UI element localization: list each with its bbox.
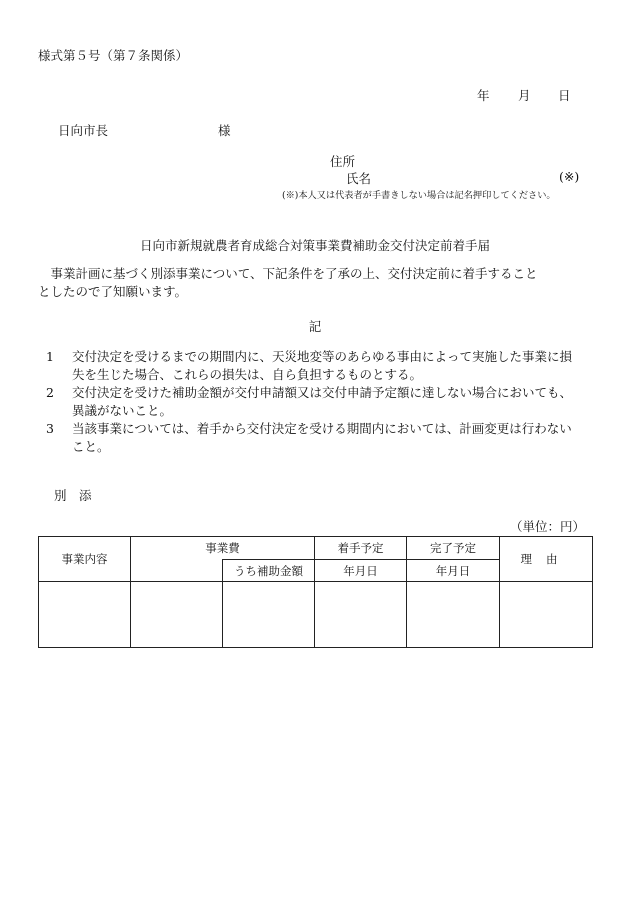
attachment-label: 別 添 xyxy=(54,488,92,503)
intro-paragraph xyxy=(38,265,598,301)
conditions-list xyxy=(46,348,583,456)
cell-cost[interactable] xyxy=(131,582,223,648)
header-cost: 事業費 xyxy=(131,537,315,560)
condition-item-2 xyxy=(46,384,583,420)
header-content: 事業内容 xyxy=(39,537,131,582)
cell-content[interactable] xyxy=(39,582,131,648)
condition-text: 交付決定を受けた補助金額が交付申請額又は交付申請予定額に達しない場合においても、異議がないこと。 xyxy=(72,385,573,418)
date-month-label: 月 xyxy=(518,88,531,103)
ki-heading: 記 xyxy=(308,319,322,334)
cell-start-date[interactable] xyxy=(315,582,407,648)
header-finish-date: 年月日 xyxy=(407,560,500,582)
condition-item-3 xyxy=(46,420,583,456)
header-start-plan: 着手予定 xyxy=(315,537,407,560)
cell-subsidy[interactable] xyxy=(223,582,315,648)
condition-number: 1 xyxy=(46,349,54,364)
header-start-date: 年月日 xyxy=(315,560,407,582)
intro-line-2: としたので了知願います。 xyxy=(38,284,188,299)
cell-finish-date[interactable] xyxy=(407,582,500,648)
condition-item-1 xyxy=(46,348,583,384)
document-title: 日向市新規就農者育成総合対策事業費補助金交付決定前着手届 xyxy=(139,238,490,253)
date-day-label: 日 xyxy=(558,88,571,103)
name-label: 氏名 xyxy=(346,171,372,186)
cell-reason[interactable] xyxy=(500,582,593,648)
condition-number: 2 xyxy=(46,385,54,400)
attachment-table xyxy=(38,536,593,648)
condition-number: 3 xyxy=(46,421,54,436)
header-reason xyxy=(500,537,593,582)
header-cost-spacer xyxy=(131,560,223,582)
addressee-honorific: 様 xyxy=(218,123,231,138)
unit-label: （単位：円） xyxy=(510,519,586,534)
condition-text: 当該事業については、着手から交付決定を受ける期間内においては、計画変更は行わないこと。 xyxy=(72,421,572,454)
seal-note: (※)本人又は代表者が手書きしない場合は記名押印してください。 xyxy=(282,190,556,201)
header-reason-label: 理由 xyxy=(520,552,572,566)
form-number: 様式第５号（第７条関係） xyxy=(38,48,189,63)
addressee-name: 日向市長 xyxy=(58,123,109,138)
header-subsidy: うち補助金額 xyxy=(223,560,315,582)
intro-line-1: 事業計画に基づく別添事業について、下記条件を了承の上、交付決定前に着手すること xyxy=(38,266,538,281)
seal-mark: (※) xyxy=(559,169,580,184)
address-label: 住所 xyxy=(330,154,356,169)
condition-text: 交付決定を受けるまでの期間内に、天災地変等のあらゆる事由によって実施した事業に損失を生じた場合、これらの損失は、自ら負担するものとする。 xyxy=(72,349,573,382)
header-finish-plan: 完了予定 xyxy=(407,537,500,560)
date-year-label: 年 xyxy=(477,88,490,103)
